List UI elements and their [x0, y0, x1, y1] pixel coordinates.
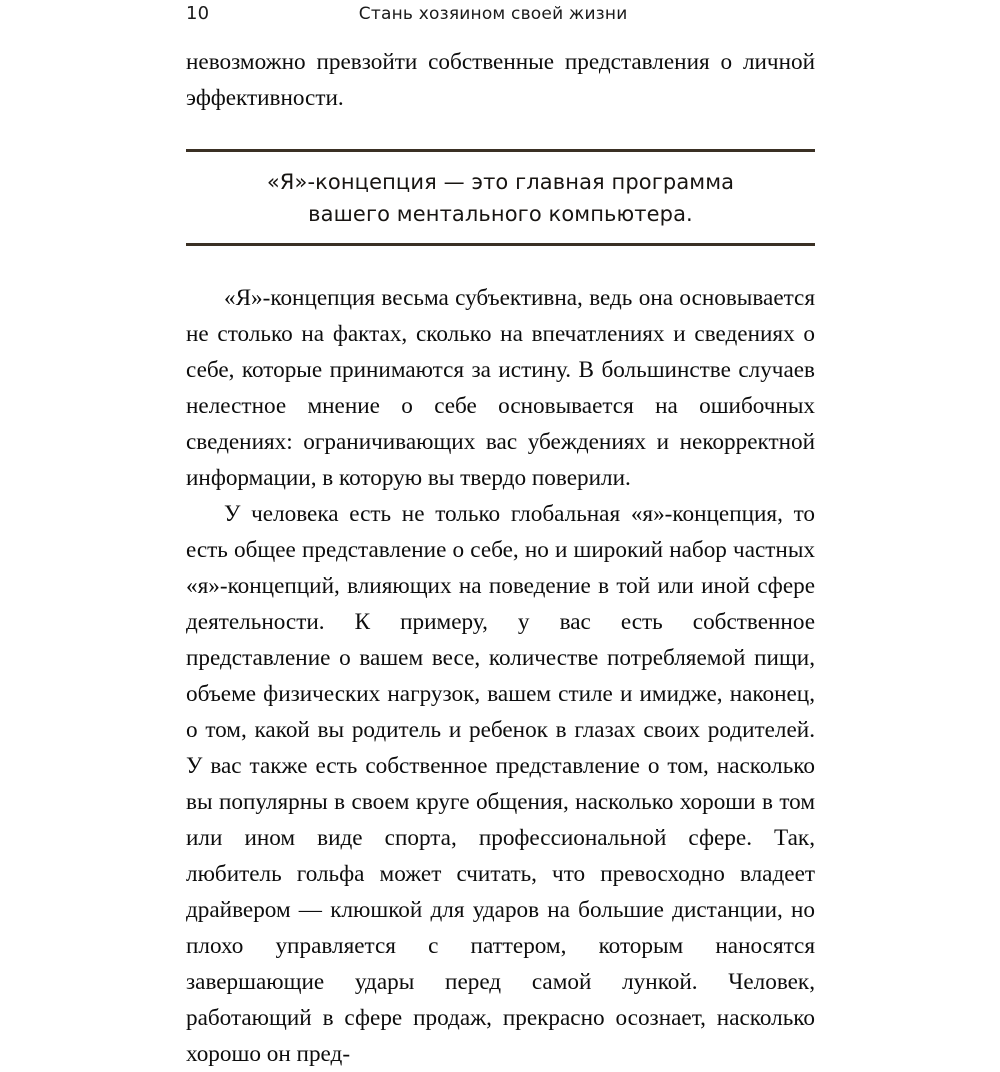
pull-quote	[186, 149, 815, 246]
pull-quote-text	[186, 152, 815, 243]
continued-paragraph: невозможно превзойти собственные представления о личной эффективности.	[186, 49, 815, 111]
text-column	[186, 44, 815, 1072]
running-head	[186, 2, 815, 26]
quote-top-spacer	[186, 116, 815, 149]
pull-quote-line-1: «Я»-концепция — это главная программа	[266, 170, 735, 194]
paragraph-1: «Я»-концепция весьма субъективна, ведь она основывается не столько на фактах, сколько на впечатлениях и сведениях о себе, которые принимаются за истину. В большинстве случаев нелестное мнение о себе основывается на ошибочных сведениях: ограничивающих вас убеждениях и некорректной информации, в которую вы твердо поверили.	[186, 285, 815, 491]
running-title: Стань хозяином своей жизни	[358, 3, 628, 24]
quote-bottom-spacer	[186, 246, 815, 280]
pull-quote-line-2: вашего ментального компьютера.	[308, 202, 693, 226]
page-number: 10	[186, 3, 210, 24]
paragraph-2: У человека есть не только глобальная «я»-концепция, то есть общее представление о себе, но и широкий набор частных «я»-концепций, влияющих на поведение в той или иной сфере деятельности. К примеру, у вас есть собственное представление о вашем весе, количестве потребляемой пищи, объеме физических нагрузок, вашем стиле и имидже, наконец, о том, какой вы родитель и ребенок в глазах своих родителей. У вас также есть собственное представление о том, насколько вы популярны в своем круге общения, насколько хороши в том или ином виде спорта, профессиональной сфере. Так, любитель гольфа может считать, что превосходно владеет драйвером — клюшкой для ударов на большие дистанции, но плохо управляется с паттером, которым наносятся завершающие удары перед самой лункой. Человек, работающий в сфере продаж, прекрасно осознает, насколько хорошо он пред-	[186, 501, 815, 1067]
